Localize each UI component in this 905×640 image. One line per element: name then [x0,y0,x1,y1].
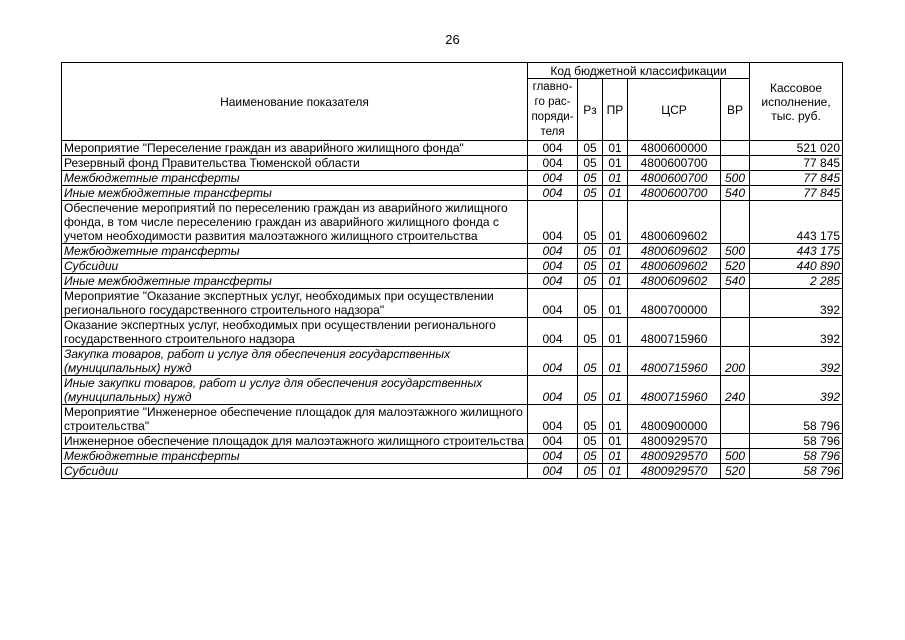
row-rz: 05 [578,347,603,376]
row-pr: 01 [603,274,628,289]
row-glavn: 004 [528,376,578,405]
row-name: Иные межбюджетные трансферты [62,274,528,289]
row-vr: 520 [721,464,750,479]
table-row [62,141,843,156]
page-number: 26 [445,32,460,47]
row-vr [721,201,750,244]
row-glavn: 004 [528,259,578,274]
table-row [62,201,843,244]
row-name: Субсидии [62,464,528,479]
row-glavn: 004 [528,186,578,201]
row-pr: 01 [603,434,628,449]
row-amount: 77 845 [750,156,843,171]
row-pr: 01 [603,156,628,171]
row-glavn: 004 [528,141,578,156]
row-glavn: 004 [528,405,578,434]
row-vr [721,141,750,156]
table-row [62,186,843,201]
header-vr: ВР [721,79,750,141]
row-vr [721,156,750,171]
row-csr: 4800609602 [628,201,721,244]
row-pr: 01 [603,376,628,405]
row-csr: 4800715960 [628,376,721,405]
row-rz: 05 [578,156,603,171]
row-rz: 05 [578,405,603,434]
table-body [62,141,843,479]
row-amount: 392 [750,318,843,347]
row-vr: 540 [721,274,750,289]
row-rz: 05 [578,376,603,405]
row-name: Межбюджетные трансферты [62,244,528,259]
row-vr [721,318,750,347]
row-csr: 4800609602 [628,274,721,289]
row-vr: 520 [721,259,750,274]
row-pr: 01 [603,318,628,347]
row-glavn: 004 [528,318,578,347]
row-name: Субсидии [62,259,528,274]
row-rz: 05 [578,186,603,201]
row-rz: 05 [578,434,603,449]
row-name: Мероприятие "Переселение граждан из аварийного жилищного фонда" [62,141,528,156]
table-row [62,449,843,464]
row-rz: 05 [578,274,603,289]
row-csr: 4800600700 [628,171,721,186]
row-glavn: 004 [528,434,578,449]
table-row [62,171,843,186]
row-csr: 4800700000 [628,289,721,318]
row-amount: 77 845 [750,186,843,201]
row-amount: 58 796 [750,405,843,434]
row-name: Межбюджетные трансферты [62,449,528,464]
row-vr: 500 [721,449,750,464]
row-amount: 58 796 [750,449,843,464]
row-csr: 4800929570 [628,434,721,449]
table-row [62,318,843,347]
row-name: Иные межбюджетные трансферты [62,186,528,201]
row-rz: 05 [578,171,603,186]
table-row [62,274,843,289]
row-pr: 01 [603,171,628,186]
row-csr: 4800929570 [628,464,721,479]
header-csr: ЦСР [628,79,721,141]
row-csr: 4800600000 [628,141,721,156]
table-row [62,376,843,405]
row-rz: 05 [578,449,603,464]
row-rz: 05 [578,141,603,156]
row-vr [721,289,750,318]
row-pr: 01 [603,244,628,259]
row-glavn: 004 [528,274,578,289]
row-pr: 01 [603,141,628,156]
row-csr: 4800900000 [628,405,721,434]
header-budget-code: Код бюджетной классификации [528,63,750,79]
row-glavn: 004 [528,449,578,464]
budget-table [61,62,843,479]
row-name: Резервный фонд Правительства Тюменской области [62,156,528,171]
header-pr: ПР [603,79,628,141]
row-pr: 01 [603,186,628,201]
row-glavn: 004 [528,171,578,186]
row-amount: 2 285 [750,274,843,289]
table-row [62,347,843,376]
row-pr: 01 [603,259,628,274]
row-glavn: 004 [528,347,578,376]
table-row [62,259,843,274]
row-vr [721,405,750,434]
header-amount: Кассовое исполнение, тыс. руб. [750,63,843,141]
row-name: Мероприятие "Инженерное обеспечение площадок для малоэтажного жилищного строительства" [62,405,528,434]
row-amount: 392 [750,289,843,318]
table-row [62,434,843,449]
row-csr: 4800715960 [628,318,721,347]
header-name: Наименование показателя [62,63,528,141]
row-amount: 440 890 [750,259,843,274]
row-amount: 392 [750,347,843,376]
row-csr: 4800600700 [628,186,721,201]
row-rz: 05 [578,318,603,347]
row-glavn: 004 [528,289,578,318]
row-glavn: 004 [528,201,578,244]
row-vr: 500 [721,171,750,186]
row-name: Оказание экспертных услуг, необходимых при осуществлении регионального государственного строительного надзора [62,318,528,347]
row-pr: 01 [603,405,628,434]
row-amount: 58 796 [750,464,843,479]
row-vr: 240 [721,376,750,405]
table-row [62,156,843,171]
row-rz: 05 [578,289,603,318]
row-csr: 4800715960 [628,347,721,376]
row-amount: 58 796 [750,434,843,449]
row-amount: 443 175 [750,244,843,259]
header-rz: Рз [578,79,603,141]
row-amount: 443 175 [750,201,843,244]
table-row [62,464,843,479]
table-row [62,289,843,318]
row-name: Обеспечение мероприятий по переселению граждан из аварийного жилищного фонда, в том числе переселению граждан из аварийного жилищного фонда с учетом необходимости развития малоэтажного жилищного строительства [62,201,528,244]
header-glavn: главно-го рас-поряди-теля [528,79,578,141]
row-name: Межбюджетные трансферты [62,171,528,186]
row-csr: 4800609602 [628,244,721,259]
row-vr: 500 [721,244,750,259]
row-name: Иные закупки товаров, работ и услуг для обеспечения государственных (муниципальных) нужд [62,376,528,405]
row-name: Мероприятие "Оказание экспертных услуг, необходимых при осуществлении регионального государственного строительного надзора" [62,289,528,318]
row-rz: 05 [578,201,603,244]
row-vr: 200 [721,347,750,376]
row-glavn: 004 [528,156,578,171]
table-row [62,405,843,434]
row-pr: 01 [603,201,628,244]
row-amount: 521 020 [750,141,843,156]
row-csr: 4800600700 [628,156,721,171]
row-amount: 392 [750,376,843,405]
row-glavn: 004 [528,244,578,259]
row-amount: 77 845 [750,171,843,186]
row-pr: 01 [603,289,628,318]
row-rz: 05 [578,244,603,259]
row-vr: 540 [721,186,750,201]
row-rz: 05 [578,259,603,274]
row-glavn: 004 [528,464,578,479]
row-pr: 01 [603,347,628,376]
row-pr: 01 [603,449,628,464]
row-csr: 4800929570 [628,449,721,464]
row-rz: 05 [578,464,603,479]
row-vr [721,434,750,449]
row-name: Инженерное обеспечение площадок для малоэтажного жилищного строительства [62,434,528,449]
row-pr: 01 [603,464,628,479]
row-name: Закупка товаров, работ и услуг для обеспечения государственных (муниципальных) нужд [62,347,528,376]
row-csr: 4800609602 [628,259,721,274]
table-row [62,244,843,259]
